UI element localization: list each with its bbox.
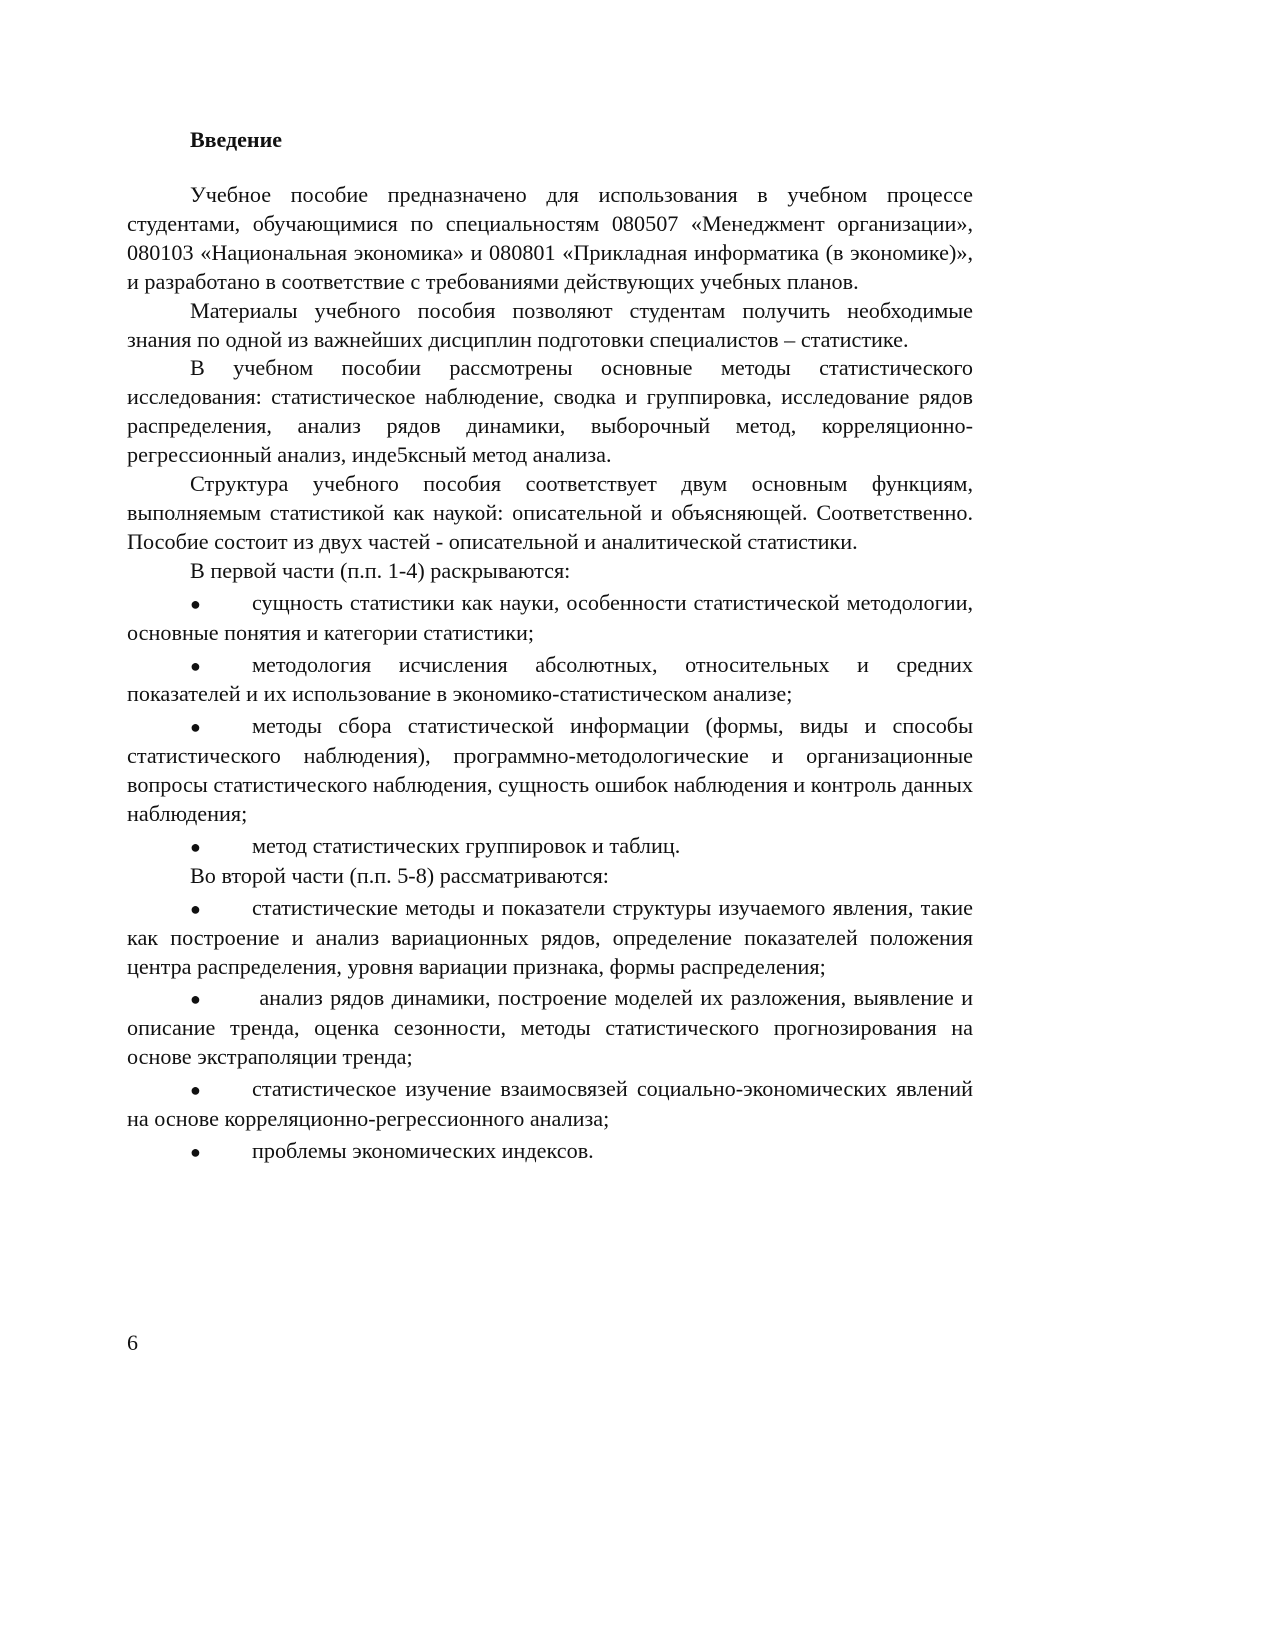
paragraph-purpose: Учебное пособие предназначено для использования в учебном процессе студентами, обучающимися по специальностям 080507 «Менеджмент организации», 080103 «Национальная экономика» и 080801 «Прикладная информатика (в экономике)», и разработано в соответствие с требованиями действующих учебных планов. — [127, 182, 973, 294]
list-item: ● методология исчисления абсолютных, относительных и средних показателей и их использование в экономико-статистическом анализе; — [127, 651, 973, 707]
part2-intro: Во второй части (п.п. 5-8) рассматриваются: — [190, 862, 609, 888]
body-text — [127, 181, 973, 1167]
bullet-icon: ● — [190, 836, 201, 857]
list-item: ● анализ рядов динамики, построение моделей их разложения, выявление и описание тренда, оценка сезонности, методы статистического прогнозирования на основе экстраполяции тренда; — [127, 985, 973, 1070]
part1-list — [127, 589, 973, 862]
bullet-icon: ● — [190, 898, 201, 919]
part2-list — [127, 894, 973, 1167]
list-item: ● сущность статистики как науки, особенности статистической методологии, основные понятия и категории статистики; — [127, 589, 973, 645]
list-item: ● методы сбора статистической информации (формы, виды и способы статистического наблюдения), программно-методологические и организационные вопросы статистического наблюдения, сущность ошибок наблюдения и контроль данных наблюдения; — [127, 713, 973, 827]
page-heading: Введение — [190, 127, 283, 152]
bullet-icon: ● — [190, 655, 201, 676]
bullet-icon: ● — [190, 989, 201, 1010]
list-item: ● статистические методы и показатели структуры изучаемого явления, такие как построение и анализ вариационных рядов, определение показателей положения центра распределения, уровня вариации признака, формы распределения; — [127, 894, 973, 979]
list-item: ● статистическое изучение взаимосвязей социально-экономических явлений на основе корреляционно-регрессионного анализа; — [127, 1076, 973, 1132]
part1-intro: В первой части (п.п. 1-4) раскрываются: — [190, 557, 571, 583]
bullet-icon: ● — [190, 593, 201, 614]
bullet-icon: ● — [190, 1080, 201, 1101]
page-number: 6 — [127, 1330, 138, 1355]
list-item: ● проблемы экономических индексов. — [127, 1137, 973, 1167]
paragraph-methods: В учебном пособии рассмотрены основные методы статистического исследования: статистическое наблюдение, сводка и группировка, исследование рядов распределения, анализ рядов динамики, выборочный метод, корреляционно-регрессионный анализ, инде5ксный метод анализа. — [127, 355, 973, 468]
paragraph-materials: Материалы учебного пособия позволяют студентам получить необходимые знания по одной из важнейших дисциплин подготовки специалистов – статистике. — [127, 297, 973, 352]
bullet-icon: ● — [190, 717, 201, 738]
list-item: ● метод статистических группировок и таблиц. — [127, 832, 973, 862]
paragraph-structure: Структура учебного пособия соответствует двум основным функциям, выполняемым статистикой как наукой: описательной и объясняющей. Соответственно. Пособие состоит из двух частей - описательной и аналитической статистики. — [127, 471, 973, 554]
bullet-icon: ● — [190, 1142, 201, 1162]
